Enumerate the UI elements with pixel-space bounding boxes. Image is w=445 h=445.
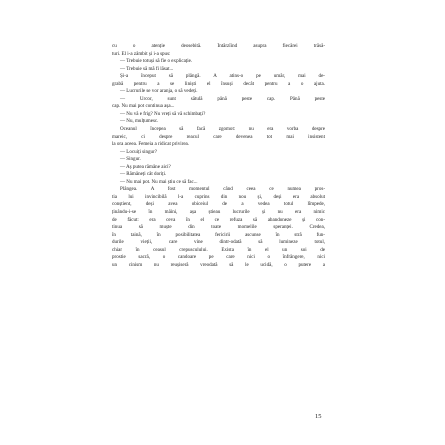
dialogue-line: — Aș putea rămâne aici? — [120, 163, 171, 170]
dialogue-line: — Trebuie totuși să fie o explicație. — [120, 58, 193, 65]
text-line: prostie sacră, o candoare pe care nici o înfrângere, nici — [112, 254, 325, 261]
text-line: mareic, ci despre reacul care devenea tot mai insistent — [112, 133, 325, 140]
text-line: la ora aceea. Femeia a ridicat privirea. — [112, 141, 190, 148]
text-line: cu o atenție deosebită. Întărzîind asupra fiecărei trăsă- — [112, 43, 325, 49]
paragraph-start: Plângea. A fost momentul când ceea ce numea pros- — [120, 186, 325, 193]
text-line: tinua să muște din toate momelile speranței. Credea, — [112, 224, 325, 231]
text-line: un cinism nu reușiseră vreodată să le ucidă, o putere a — [112, 261, 325, 268]
dialogue-line: — Lucrurile se vor aranja, o să vedeți. — [120, 88, 198, 95]
text-line: durile vieții, care vine dintr-odată să lumineze totul, — [112, 239, 325, 246]
dialogue-line: — Nu, mulțumesc. — [120, 118, 159, 125]
paragraph-start: Oceanul începea să facă zgomot: nu era vorba despre — [120, 126, 325, 133]
dialogue-line: — Trebuie să mă fi lăsat... — [120, 65, 174, 72]
text-line: de făcut: era ceva în el ce refuza să abandoneze și con- — [112, 216, 325, 223]
text-line: conștient, deși avea obiceiul de a vedea totul lîmpede, — [112, 201, 325, 208]
text-line: în taină, în posibilitatea fericirii ascunse în stră fun- — [112, 231, 325, 238]
text-line: grabă pentru a se liniști el însuși decât pentru a o ajuta. — [112, 80, 325, 87]
dialogue-line: — Nu mai pot. Nu mai știu ce să fac... — [120, 178, 198, 185]
dialogue-line: — Singur. — [120, 156, 141, 163]
page-number: 15 — [315, 413, 322, 420]
dialogue-line: — Nu vă e frig? Nu vreți să vă schimbați? — [120, 110, 206, 117]
text-line: tia lui invincibilă l-a cuprins din nou și, deși era absolut — [112, 193, 325, 200]
text-line: turi. El i-a zâmbit și i-a spus: — [112, 50, 171, 57]
text-line: ținându-i-se în mâini, așa știeau lucrurile și nu era nimic — [112, 209, 325, 216]
paragraph-start: Și-a început să plângă. A atins-o pe umăr, mai de- — [120, 73, 325, 80]
dialogue-line: — Rămâneți cât doriți. — [120, 171, 167, 178]
dialogue-line: — Locuiți singur? — [120, 148, 158, 155]
dialogue-line: — Urcor, sunt sătulă până peste cap. Până peste — [120, 95, 325, 102]
text-line: cap. Nu mai pot continua așa... — [112, 103, 175, 110]
page-text — [112, 43, 325, 269]
text-line: chiar în ceasul crepusculului. Exista în el un soi de — [112, 246, 325, 253]
